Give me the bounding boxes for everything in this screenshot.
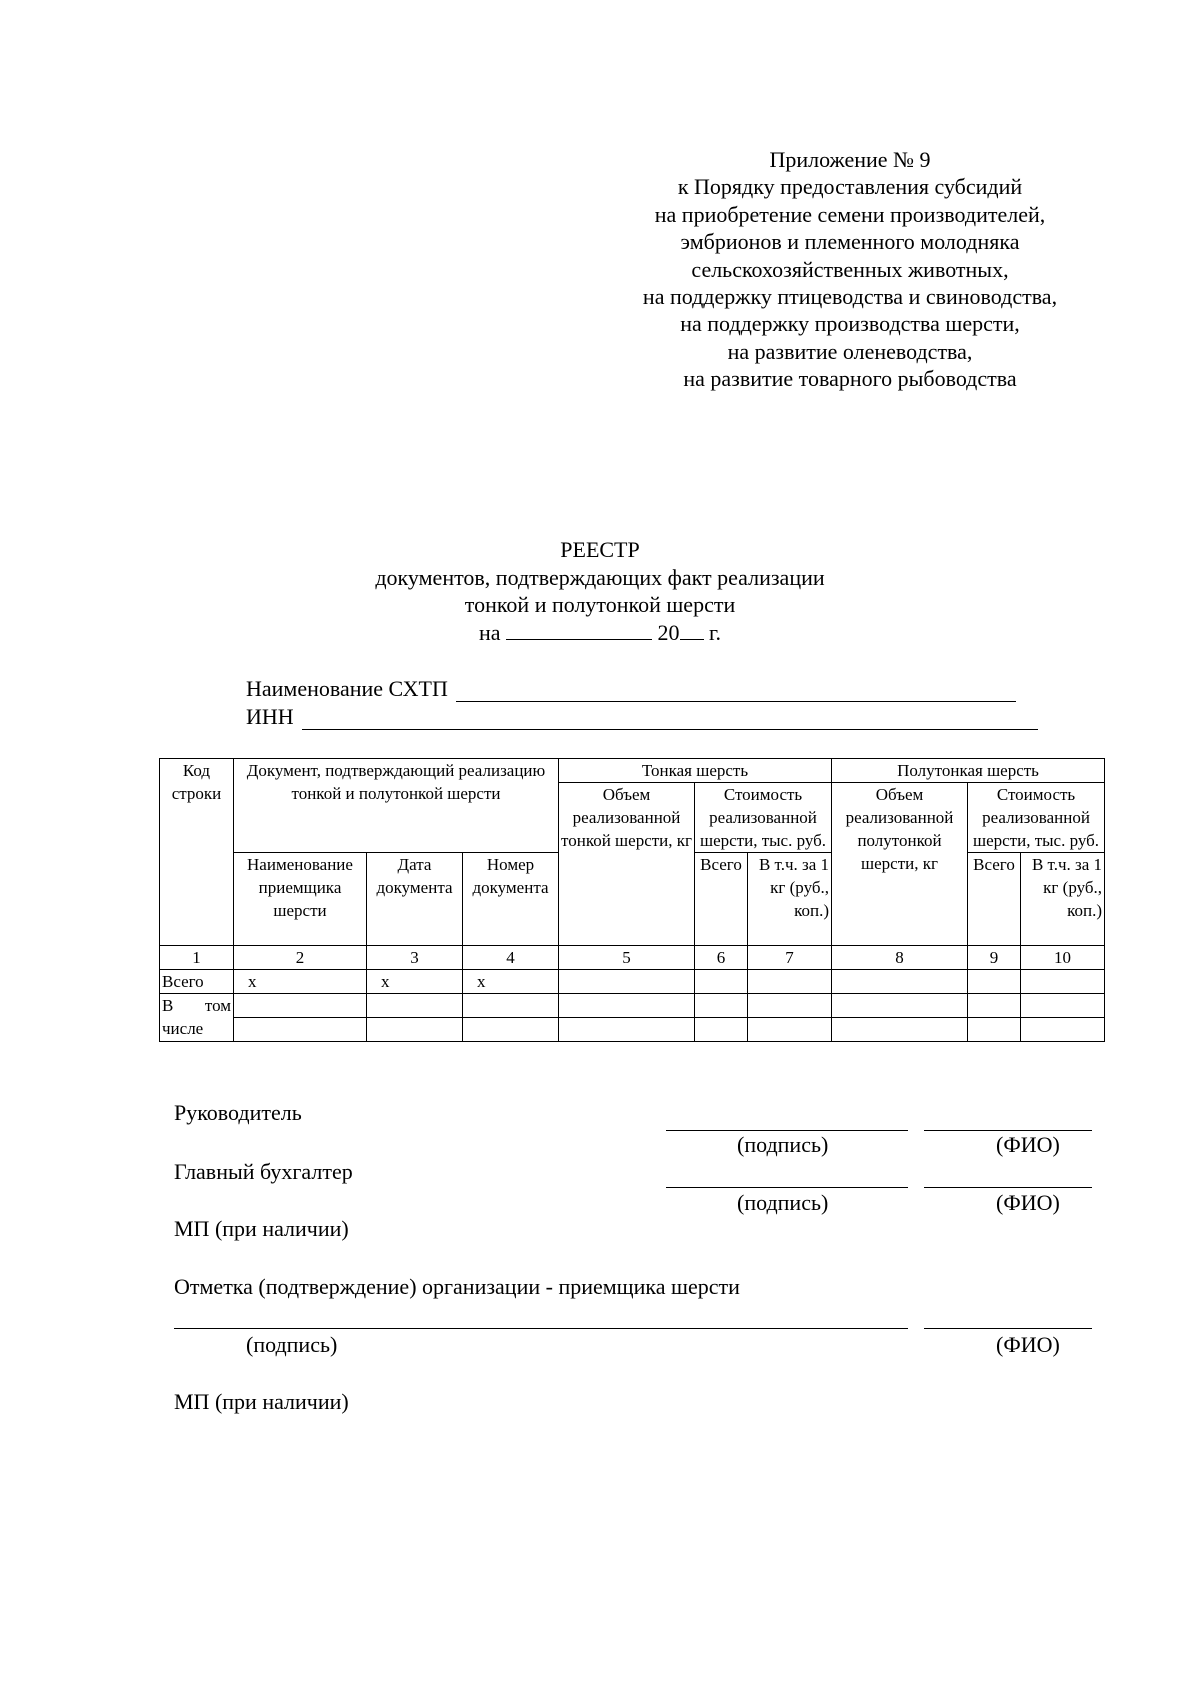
table-cell[interactable] [367, 994, 463, 1018]
header-receiver-name: Наименование приемщика шерсти [234, 853, 367, 946]
date-blank[interactable] [506, 619, 652, 640]
date-year: 20 [657, 619, 680, 645]
seal-label-2: МП (при наличии) [174, 1389, 349, 1414]
table-cell[interactable] [968, 970, 1021, 994]
column-number: 6 [695, 946, 748, 970]
header-semi-cost: Стоимость реализованной шерсти, тыс. руб. [968, 783, 1105, 853]
table-cell[interactable] [968, 994, 1021, 1018]
including-row-2 [160, 1018, 1105, 1042]
receiver-signature-line[interactable] [174, 1328, 908, 1329]
appendix-block [600, 146, 1100, 393]
column-number: 10 [1021, 946, 1105, 970]
including-word-a: В [162, 996, 174, 1015]
column-number: 7 [748, 946, 832, 970]
x-mark: х [367, 970, 463, 994]
column-number: 8 [832, 946, 968, 970]
table-cell[interactable] [968, 1018, 1021, 1042]
receiver-signature-caption: (подпись) [246, 1332, 338, 1357]
seal-label: МП (при наличии) [174, 1216, 349, 1241]
header-document-number: Номер документа [463, 853, 559, 946]
appendix-line: на поддержку птицеводства и свиноводства, [642, 284, 1058, 310]
header-semi-per-kg: В т.ч. за 1 кг (руб., коп.) [1021, 853, 1105, 946]
receiver-fio-caption: (ФИО) [996, 1332, 1060, 1357]
table-cell[interactable] [748, 994, 832, 1018]
column-number: 2 [234, 946, 367, 970]
appendix-line: на поддержку производства шерсти, [680, 311, 1020, 337]
head-fio-caption: (ФИО) [996, 1132, 1060, 1157]
header-semi-volume: Объем реализованной полутонкой шерсти, кг [832, 783, 968, 946]
year-blank[interactable] [680, 619, 704, 640]
column-number: 1 [160, 946, 234, 970]
header-semi-total: Всего [968, 853, 1021, 946]
head-label: Руководитель [174, 1100, 302, 1125]
including-word-b: том [204, 996, 231, 1015]
column-number: 3 [367, 946, 463, 970]
date-prefix: на [478, 619, 501, 645]
header-document-date: Дата документа [367, 853, 463, 946]
appendix-line: на развитие товарного рыбоводства [683, 366, 1017, 392]
table-cell[interactable] [234, 1018, 367, 1042]
column-number: 5 [559, 946, 695, 970]
receiver-fio-line[interactable] [924, 1328, 1092, 1329]
header-row-1 [160, 759, 1105, 783]
title-line-2: тонкой и полутонкой шерсти [464, 592, 736, 617]
header-fine-volume: Объем реализованной тонкой шерсти, кг [559, 783, 695, 946]
title-date-line [330, 619, 870, 647]
inn-row [246, 704, 1038, 730]
header-fine-cost: Стоимость реализованной шерсти, тыс. руб. [695, 783, 832, 853]
accountant-signature-caption: (подпись) [737, 1190, 829, 1215]
head-fio-line[interactable] [924, 1130, 1092, 1131]
accountant-fio-caption: (ФИО) [996, 1190, 1060, 1215]
inn-label: ИНН [246, 704, 294, 729]
column-number-row [160, 946, 1105, 970]
table-cell[interactable] [463, 1018, 559, 1042]
including-word-c: числе [162, 1019, 204, 1038]
appendix-line: на развитие оленеводства, [727, 338, 973, 364]
table-cell[interactable] [748, 1018, 832, 1042]
total-row-label: Всего [160, 970, 234, 994]
appendix-line: на приобретение семени производителей, [654, 201, 1046, 227]
table-cell[interactable] [559, 970, 695, 994]
registry-table [159, 758, 1105, 1042]
receiver-mark-label: Отметка (подтверждение) организации - приемщика шерсти [174, 1274, 740, 1299]
x-mark: х [463, 970, 559, 994]
org-name-field[interactable] [456, 681, 1016, 702]
x-mark: х [234, 970, 367, 994]
table-cell[interactable] [748, 970, 832, 994]
header-fine-total: Всего [695, 853, 748, 946]
head-signature-caption: (подпись) [737, 1132, 829, 1157]
org-name-row [246, 676, 1016, 702]
appendix-line: к Порядку предоставления субсидий [677, 174, 1023, 200]
table-cell[interactable] [463, 994, 559, 1018]
including-row [160, 994, 1105, 1018]
table-cell[interactable] [234, 994, 367, 1018]
including-label-top [162, 994, 231, 1017]
appendix-line: сельскохозяйственных животных, [691, 256, 1009, 282]
table-cell[interactable] [559, 1018, 695, 1042]
table-cell[interactable] [559, 994, 695, 1018]
table-cell[interactable] [695, 994, 748, 1018]
appendix-line: Приложение № 9 [769, 147, 931, 172]
header-semi-fine-wool: Полутонкая шерсть [832, 759, 1105, 783]
table-cell[interactable] [1021, 970, 1105, 994]
inn-field[interactable] [302, 709, 1038, 730]
table-cell[interactable] [1021, 1018, 1105, 1042]
document-title [330, 536, 870, 646]
table-cell[interactable] [1021, 994, 1105, 1018]
header-fine-per-kg: В т.ч. за 1 кг (руб., коп.) [748, 853, 832, 946]
header-row-code: Код строки [160, 759, 234, 946]
date-suffix: г. [709, 619, 722, 645]
header-document: Документ, подтверждающий реализацию тонкой и полутонкой шерсти [234, 759, 559, 853]
header-fine-wool: Тонкая шерсть [559, 759, 832, 783]
including-row-label [160, 994, 234, 1042]
table-cell[interactable] [695, 1018, 748, 1042]
chief-accountant-label: Главный бухгалтер [174, 1159, 353, 1184]
column-number: 9 [968, 946, 1021, 970]
accountant-fio-line[interactable] [924, 1187, 1092, 1188]
accountant-signature-line[interactable] [666, 1187, 908, 1188]
table-cell[interactable] [832, 970, 968, 994]
total-row [160, 970, 1105, 994]
appendix-line: эмбрионов и племенного молодняка [680, 229, 1020, 255]
org-name-label: Наименование СХТП [246, 676, 448, 701]
table-cell[interactable] [695, 970, 748, 994]
table-cell[interactable] [367, 1018, 463, 1042]
table-cell[interactable] [832, 994, 968, 1018]
title-heading: РЕЕСТР [560, 537, 640, 562]
column-number: 4 [463, 946, 559, 970]
head-signature-line[interactable] [666, 1130, 908, 1131]
title-line-1: документов, подтверждающих факт реализации [375, 564, 825, 590]
table-cell[interactable] [832, 1018, 968, 1042]
